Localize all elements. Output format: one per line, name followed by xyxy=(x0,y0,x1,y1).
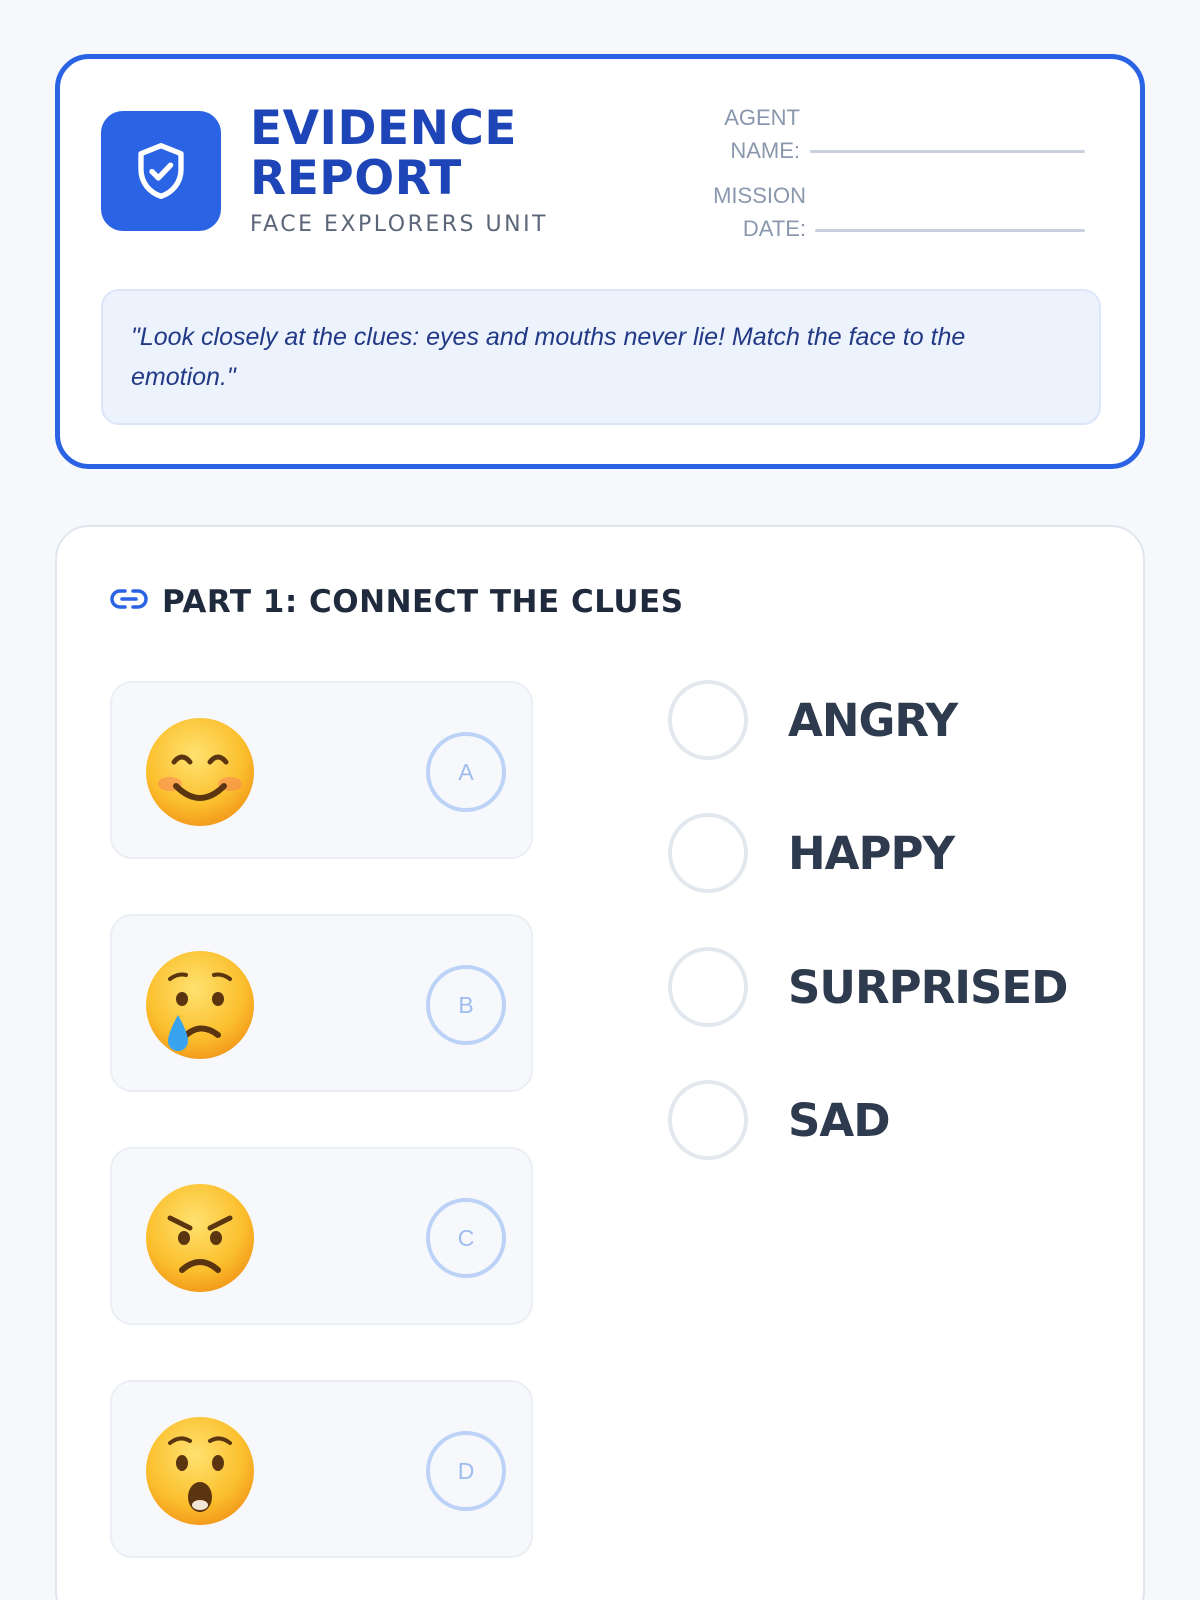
agent-name-label: AGENT NAME: xyxy=(724,105,800,163)
emotion-radio[interactable] xyxy=(668,813,748,893)
face-card-a xyxy=(110,681,533,859)
part1-title: PART 1: CONNECT THE CLUES xyxy=(162,584,684,620)
emotion-radio[interactable] xyxy=(668,1080,748,1160)
shield-check-icon xyxy=(101,111,221,231)
evidence-report-header xyxy=(55,54,1145,469)
page-title: EVIDENCE REPORT xyxy=(250,101,518,206)
emotion-label: ANGRY xyxy=(788,693,958,747)
face-letter-badge: D xyxy=(426,1431,506,1511)
emotion-label: SAD xyxy=(788,1093,890,1147)
emotion-option-sad xyxy=(668,1080,890,1160)
emotion-radio[interactable] xyxy=(668,947,748,1027)
emotion-option-angry xyxy=(668,680,957,760)
face-card-d xyxy=(110,1380,533,1558)
emotion-radio[interactable] xyxy=(668,680,748,760)
emotion-option-happy xyxy=(668,813,954,893)
mission-date-field[interactable] xyxy=(815,229,1085,232)
surprised-face-emoji xyxy=(144,1415,256,1527)
angry-face-emoji xyxy=(144,1182,256,1294)
face-card-c xyxy=(110,1147,533,1325)
emotion-label: SURPRISED xyxy=(788,960,1068,1014)
unit-subtitle: FACE EXPLORERS UNIT xyxy=(250,212,548,237)
agent-name-field[interactable] xyxy=(810,150,1085,153)
face-letter-badge: B xyxy=(426,965,506,1045)
face-card-b xyxy=(110,914,533,1092)
face-letter-badge: A xyxy=(426,732,506,812)
mission-quote: "Look closely at the clues: eyes and mouths never lie! Match the face to the emotion." xyxy=(101,289,1101,425)
smiling-face-emoji xyxy=(144,716,256,828)
mission-date-label: MISSION DATE: xyxy=(713,183,806,241)
crying-face-emoji xyxy=(144,949,256,1061)
emotion-label: HAPPY xyxy=(788,826,955,880)
emotion-option-surprised xyxy=(668,947,1067,1027)
link-icon xyxy=(110,584,148,620)
face-letter-badge: C xyxy=(426,1198,506,1278)
part1-heading xyxy=(110,584,684,620)
